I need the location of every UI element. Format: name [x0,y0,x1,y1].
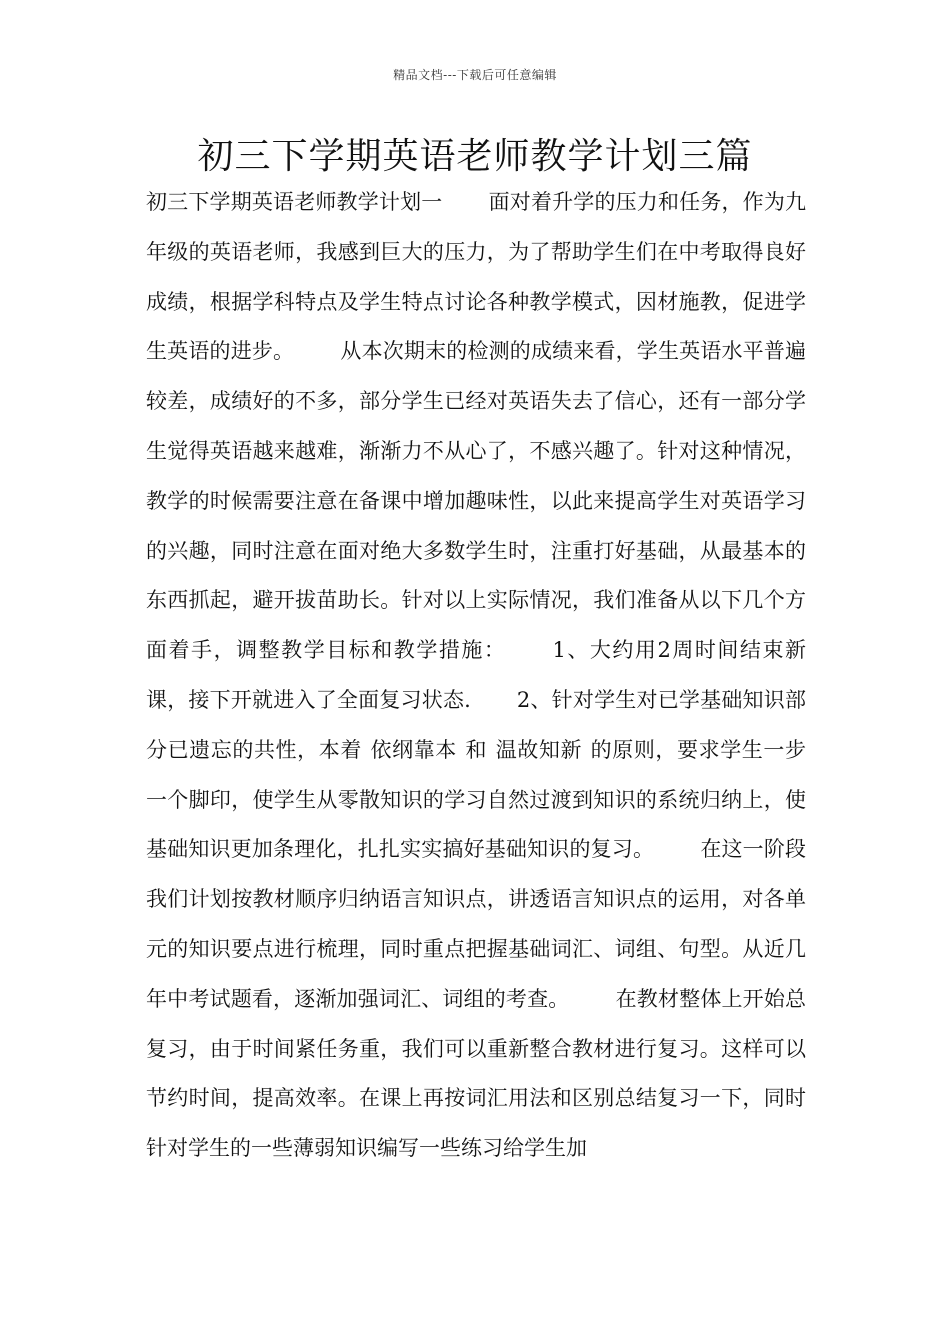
body-sentence-1: 初三下学期英语老师教学计划一 [146,190,443,214]
body-sentence-2: 面对着升学的压力和任务，作为九年级的英语老师，我感到巨大的压力，为了帮助学生们在中考取得良好成绩，根据学科特点及学生特点讨论各种教学模式，因材施教，促进学生英语的进步。 [146,190,807,364]
body-sentence-7: 在教材整体上开始总复习，由于时间紧任务重，我们可以重新整合教材进行复习。这样可以节约时间，提高效率。在课上再按词汇用法和区别总结复习一下，同时针对学生的一些薄弱知识编写一些练习给学生加 [146,986,807,1161]
body-sentence-5b: 依纲靠本 [369,737,457,762]
body-sentence-5a: 2、针对学生对已学基础知识部分已遗忘的共性，本着 [146,687,806,762]
header-note: 精品文档---下载后可任意编辑 [393,68,557,82]
document-body [146,178,806,1174]
body-sentence-4: 1、大约用2周时间结束新课，接下开就进入了全面复习状态. [146,638,806,712]
body-sentence-5e: 的原则，要求学生一步一个脚印，使学生从零散知识的学习自然过渡到知识的系统归纳上，使基础知识更加条理化，扎扎实实搞好基础知识的复习。 [146,737,806,862]
body-sentence-5c: 和 [464,737,488,762]
body-sentence-5d: 温故知新 [495,737,583,762]
document-title: 初三下学期英语老师教学计划三篇 [197,136,753,177]
body-sentence-3: 从本次期末的检测的成绩来看，学生英语水平普遍较差，成绩好的不多，部分学生已经对英语失去了信心，还有一部分学生觉得英语越来越难，渐渐力不从心了，不感兴趣了。针对这种情况，教学的时候需要注意在备课中增加趣味性，以此来提高学生对英语学习的兴趣，同时注意在面对绝大多数学生时，注重打好基础，从最基本的东西抓起，避开拔苗助长。针对以上实际情况，我们准备从以下几个方面着手，调整教学目标和教学措施： [146,339,807,663]
body-sentence-6: 在这一阶段我们计划按教材顺序归纳语言知识点，讲透语言知识点的运用，对各单元的知识要点进行梳理，同时重点把握基础词汇、词组、句型。从近几年中考试题看，逐渐加强词汇、词组的考查。 [146,837,807,1011]
